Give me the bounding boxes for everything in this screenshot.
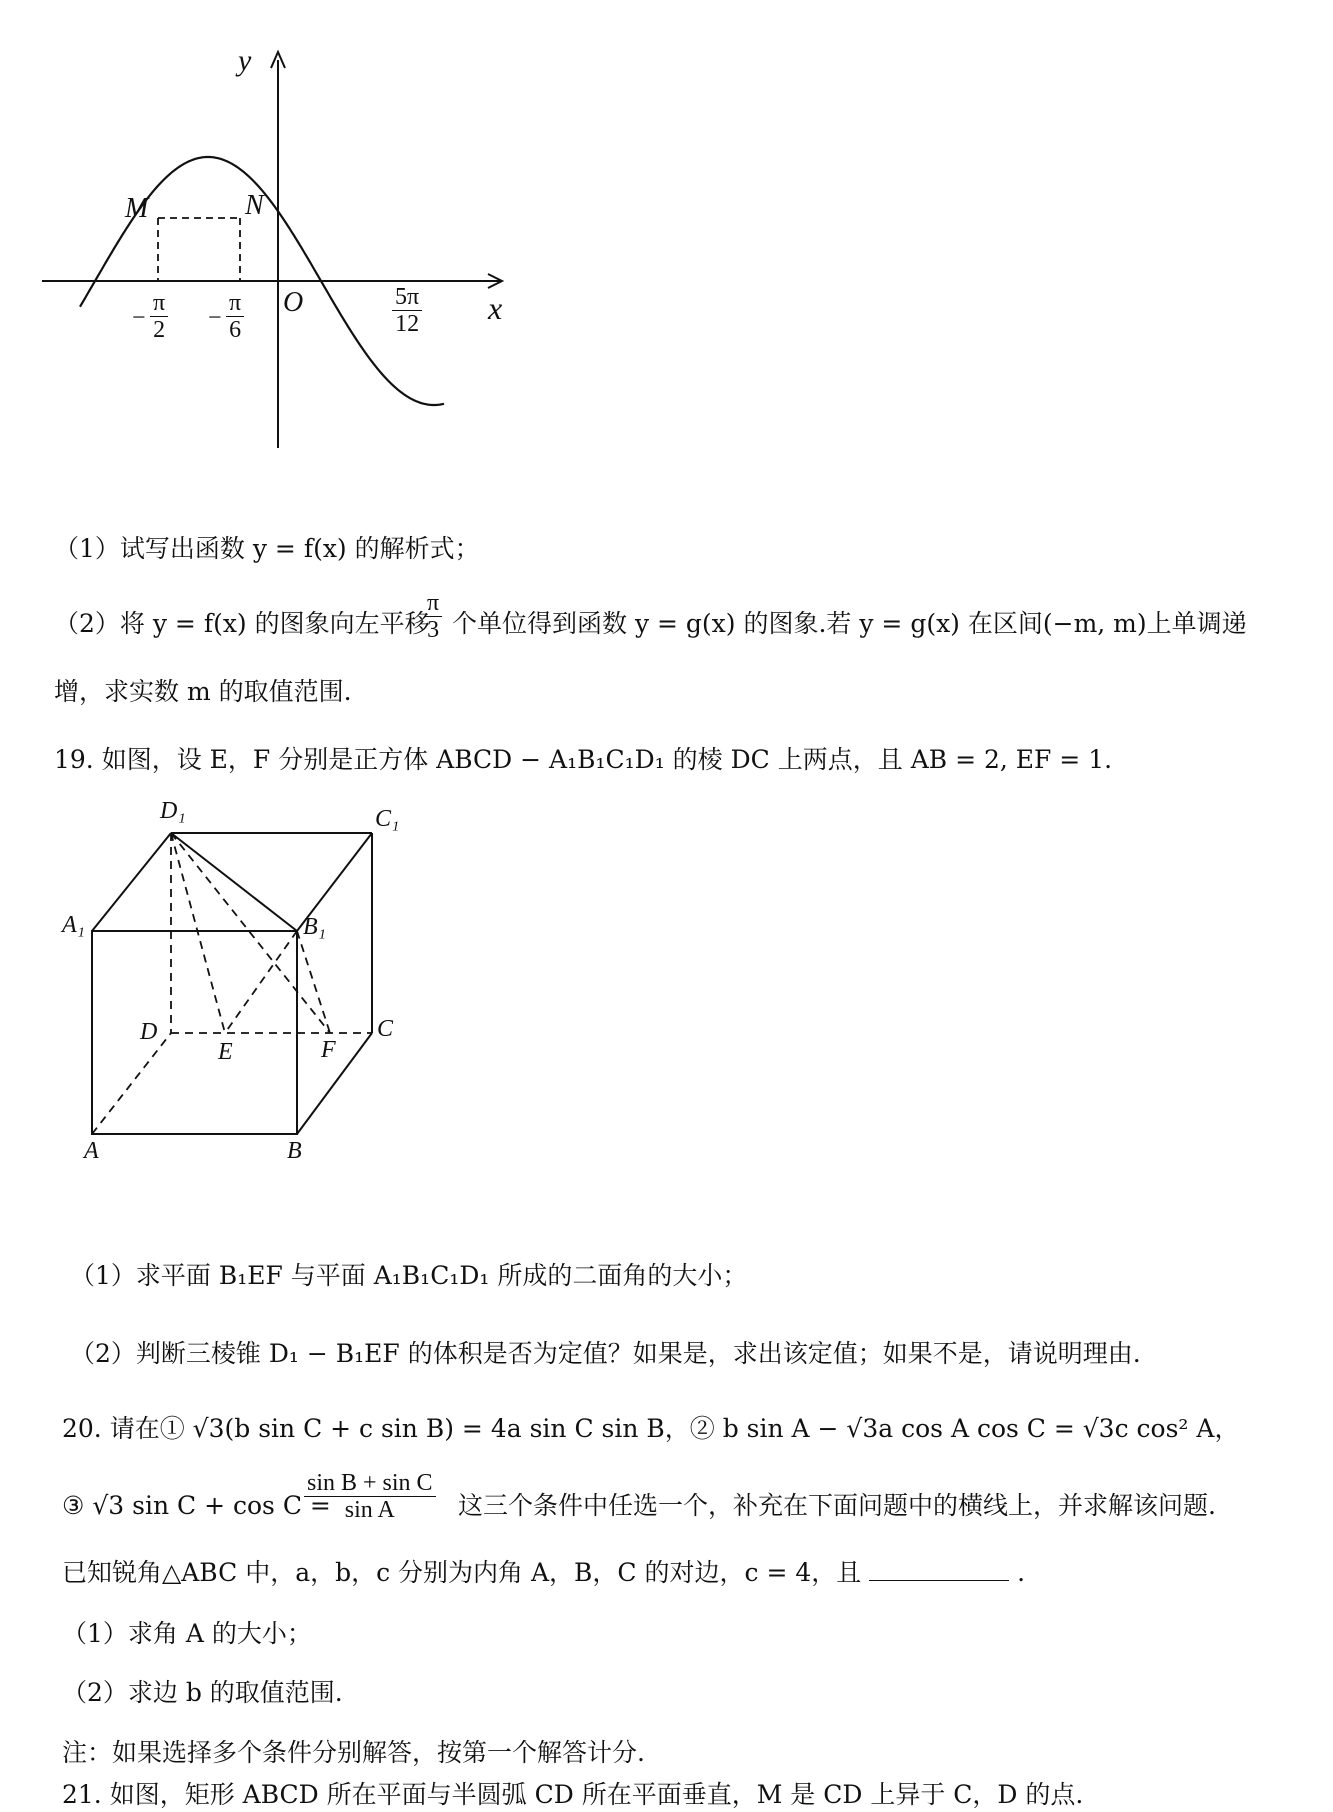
label-a: A [84, 1138, 99, 1164]
q18-part2-text-b: 个单位得到函数 y = g(x) 的图象.若 y = g(x) 在区间(−m, m)上单调递 [452, 609, 1247, 638]
answer-blank[interactable] [869, 1558, 1009, 1581]
edge-a1-d1 [92, 833, 171, 931]
x-axis-label: x [488, 290, 503, 326]
origin-label: O [283, 287, 304, 318]
tick1-minus: − [132, 305, 146, 331]
label-e: E [218, 1039, 233, 1065]
cube-svg [0, 0, 440, 400]
tick3-num: 5π [392, 284, 422, 311]
q18-part2-fraction [424, 590, 442, 643]
q20-line3-row [62, 1556, 1025, 1590]
q19-stem: 19. 如图，设 E，F 分别是正方体 ABCD − A₁B₁C₁D₁ 的棱 DC 上两点，且 AB = 2, EF = 1. [54, 745, 1113, 774]
q18-part2-frac-num: π [424, 590, 442, 617]
edge-a-d-hidden [92, 1033, 171, 1134]
label-c: C [377, 1016, 394, 1042]
q20-line1: 20. 请在① √3(b sin C + c sin B) = 4a sin C sin B，② b sin A − √3a cos A cos C = √3c cos² A， [62, 1414, 1240, 1443]
tick1-den: 2 [153, 317, 166, 343]
q20-line2-b: 这三个条件中任选一个，补充在下面问题中的横线上，并求解该问题. [458, 1491, 1216, 1520]
label-a1: A₁ [62, 912, 86, 938]
label-c1: C₁ [375, 806, 400, 832]
point-m-label: M [125, 193, 149, 224]
q20-line2-frac-num: sin B + sin C [304, 1470, 436, 1497]
q18-part1: （1）试写出函数 y = f(x) 的解析式； [54, 534, 480, 563]
tick2-den: 6 [229, 317, 242, 343]
label-d: D [140, 1019, 158, 1045]
label-b1: B₁ [303, 914, 327, 940]
q20-line3-end: . [1017, 1558, 1026, 1587]
line-d1-e-hidden [171, 833, 225, 1033]
q20-line2-a: ③ √3 sin C + cos C = [62, 1491, 331, 1520]
q20-part1: （1）求角 A 的大小； [62, 1619, 312, 1648]
q19-part2: （2）判断三棱锥 D₁ − B₁EF 的体积是否为定值？如果是，求出该定值；如果不是，请说明理由. [70, 1339, 1141, 1368]
tick3-den: 12 [395, 311, 420, 337]
tick2-num: π [226, 290, 244, 317]
cube-front-face [92, 931, 297, 1134]
q19-part1: （1）求平面 B₁EF 与平面 A₁B₁C₁D₁ 所成的二面角的大小； [70, 1261, 748, 1290]
label-d1: D₁ [160, 798, 186, 824]
q20-line2-frac-den: sin A [344, 1497, 395, 1523]
point-n-label: N [245, 190, 264, 221]
tick1-num: π [150, 290, 168, 317]
line-d1-b1 [171, 833, 297, 931]
q20-note: 注：如果选择多个条件分别解答，按第一个解答计分. [62, 1738, 645, 1767]
line-b1-f-hidden [297, 931, 330, 1033]
q20-line3-text: 已知锐角△ABC 中，a，b，c 分别为内角 A，B，C 的对边，c = 4，且 [62, 1558, 862, 1587]
label-f: F [321, 1037, 336, 1063]
q18-part2-frac-den: 3 [427, 617, 440, 643]
tick2-minus: − [208, 305, 222, 331]
q18-part2-row [54, 607, 430, 641]
q20-part2: （2）求边 b 的取值范围. [62, 1678, 343, 1707]
q18-part2-text-c: 增，求实数 m 的取值范围. [54, 677, 352, 706]
label-b: B [287, 1138, 302, 1164]
q18-part2-text-a: （2）将 y = f(x) 的图象向左平移 [54, 609, 430, 638]
q21-partial: 21. 如图，矩形 ABCD 所在平面与半圆弧 CD 所在平面垂直，M 是 CD 上异于 C，D 的点. [62, 1780, 1084, 1809]
q20-line2-fraction [304, 1470, 436, 1523]
y-axis-label: y [238, 44, 252, 77]
